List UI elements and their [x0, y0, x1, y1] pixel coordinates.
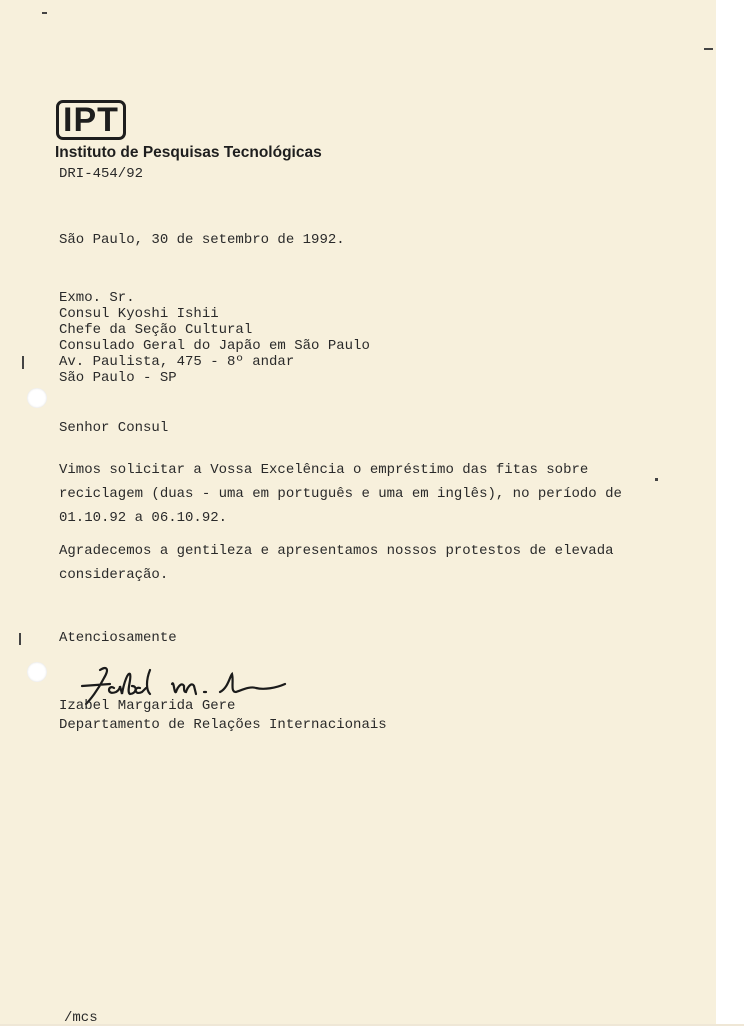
reference-number: DRI-454/92 — [59, 166, 144, 182]
date-line: São Paulo, 30 de setembro de 1992. — [59, 232, 345, 248]
punch-hole — [27, 662, 47, 682]
address-line: Consulado Geral do Japão em São Paulo — [59, 338, 370, 354]
signatory-department: Departamento de Relações Internacionais — [59, 717, 387, 733]
margin-mark — [704, 48, 713, 50]
address-line: Consul Kyoshi Ishii — [59, 306, 219, 322]
signatory-name: Izabel Margarida Gere — [59, 698, 236, 714]
typist-initials: /mcs — [64, 1010, 98, 1026]
body-paragraph-2 — [59, 539, 614, 587]
paragraph-line: 01.10.92 a 06.10.92. — [59, 510, 228, 526]
margin-mark — [19, 633, 21, 645]
margin-mark — [42, 12, 47, 14]
paper-edge — [716, 0, 744, 1024]
paragraph-line: Vimos solicitar a Vossa Excelência o empréstimo das fitas sobre — [59, 462, 589, 478]
punch-hole — [27, 388, 47, 408]
institute-logo: IPT — [56, 100, 126, 140]
body-paragraph-1 — [59, 458, 622, 530]
address-line: Av. Paulista, 475 - 8º andar — [59, 354, 295, 370]
paragraph-line: reciclagem (duas - uma em português e uma em inglês), no período de — [59, 486, 622, 502]
recipient-address — [59, 290, 370, 386]
margin-mark — [22, 356, 24, 369]
closing: Atenciosamente — [59, 630, 177, 646]
address-line: Chefe da Seção Cultural — [59, 322, 253, 338]
margin-mark — [655, 478, 658, 481]
salutation: Senhor Consul — [59, 420, 169, 436]
paragraph-line: Agradecemos a gentileza e apresentamos nossos protestos de elevada — [59, 543, 614, 559]
address-line: Exmo. Sr. — [59, 290, 135, 306]
address-line: São Paulo - SP — [59, 370, 177, 386]
paragraph-line: consideração. — [59, 567, 169, 583]
institute-name: Instituto de Pesquisas Tecnológicas — [55, 144, 322, 161]
